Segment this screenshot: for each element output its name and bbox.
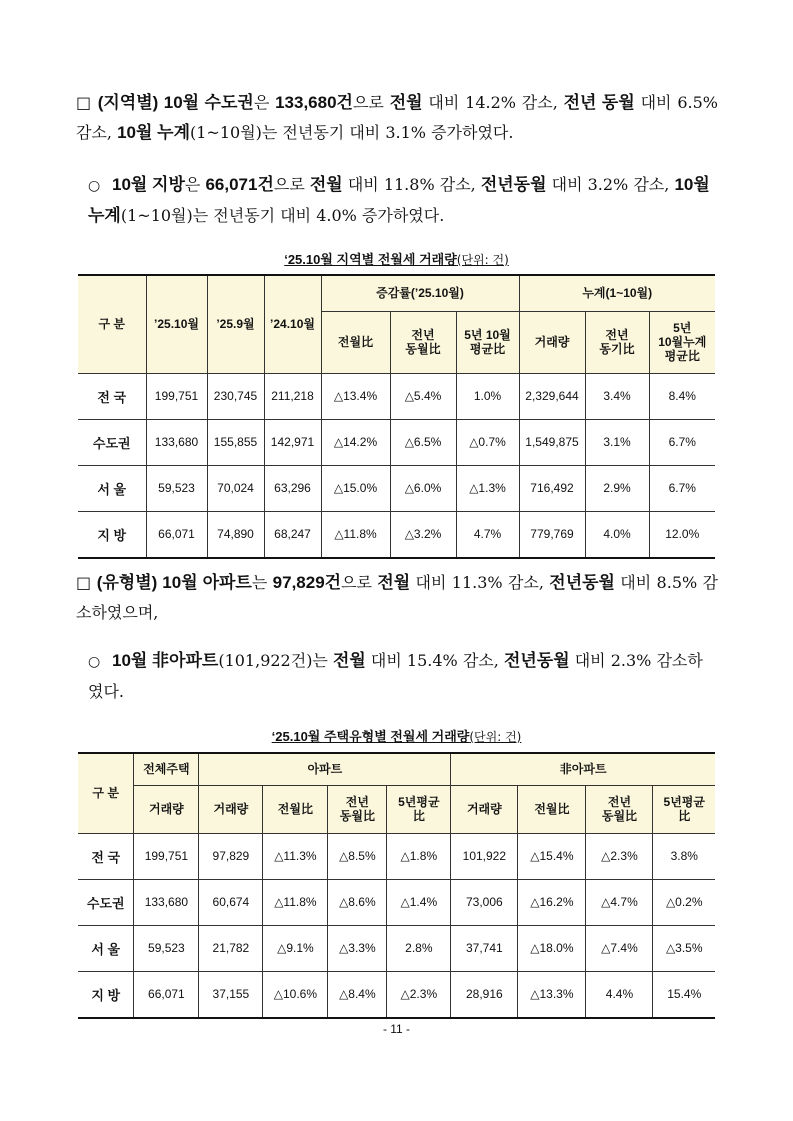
header-apartment: 아파트 (199, 753, 451, 785)
table-row: 서 울 59,523 21,782 △9.1% △3.3% 2.8% 37,741 △18.0% △7.4% △3.5% (78, 925, 715, 971)
page-number: - 11 - (382, 1022, 411, 1036)
checkbox-bullet: □ (76, 93, 92, 112)
header-2510: ’25.10월 (146, 275, 207, 373)
table-row: 전 국 199,751 230,745 211,218 △13.4% △5.4% 1.0% 2,329,644 3.4% 8.4% (78, 373, 715, 419)
header-5y-avg: 5년 10월 평균比 (456, 311, 519, 373)
header-2509: ’25.9월 (207, 275, 264, 373)
paragraph-by-type: □ (유형별) 10월 아파트는 97,829건으로 전월 대비 11.3% 감소, 전년동월 대비 8.5% 감소하였으며, (76, 573, 718, 622)
header-volume: 거래량 (134, 785, 199, 833)
table-row: 서 울 59,523 70,024 63,296 △15.0% △6.0% △1.3% 716,492 2.9% 6.7% (78, 465, 715, 511)
table-row: 전 국 199,751 97,829 △11.3% △8.5% △1.8% 101,922 △15.4% △2.3% 3.8% (78, 833, 715, 879)
checkbox-bullet: □ (76, 573, 92, 592)
table-row: 지 방 66,071 37,155 △10.6% △8.4% △2.3% 28,916 △13.3% 4.4% 15.4% (78, 971, 715, 1018)
header-non-apartment: 非아파트 (451, 753, 715, 785)
housing-type-transactions-table (78, 752, 715, 1019)
paragraph-regional: □ (지역별) 10월 수도권은 133,680건으로 전월 대비 14.2% 감소, 전년 동월 대비 6.5% 감소, 10월 누계(1~10월)는 전년동기 대비 3.1% 증가하였다. (76, 93, 718, 142)
circle-bullet: ○ (88, 654, 101, 670)
table1-caption: ‘25.10월 지역별 전월세 거래량(단위: 건) (284, 252, 509, 267)
table-row: 수도권 133,680 60,674 △11.8% △8.6% △1.4% 73,006 △16.2% △4.7% △0.2% (78, 879, 715, 925)
header-volume: 거래량 (199, 785, 263, 833)
circle-bullet: ○ (88, 178, 101, 194)
table2-caption: ‘25.10월 주택유형별 전월세 거래량(단위: 건) (271, 729, 522, 744)
header-yoy-cum: 전년 동기比 (585, 311, 649, 373)
header-2410: ’24.10월 (264, 275, 321, 373)
table-row: 지 방 66,071 74,890 68,247 △11.8% △3.2% 4.7% 779,769 4.0% 12.0% (78, 511, 715, 558)
subparagraph-provinces: ○ 10월 지방은 66,071건으로 전월 대비 11.8% 감소, 전년동월 대비 3.2% 감소, 10월 누계(1~10월)는 전년동기 대비 4.0% 증가하였다. (88, 170, 718, 231)
header-5y-cum: 5년 10월누계 평균比 (649, 311, 715, 373)
header-mom: 전월比 (321, 311, 390, 373)
header-yoy: 전년 동월比 (586, 785, 653, 833)
header-yoy: 전년 동월比 (328, 785, 387, 833)
header-change-rate: 증감률(’25.10월) (321, 275, 519, 311)
header-volume: 거래량 (519, 311, 585, 373)
header-gubun: 구 분 (78, 275, 146, 373)
header-cumulative: 누계(1~10월) (519, 275, 715, 311)
subparagraph-non-apartment: ○ 10월 非아파트(101,922건)는 전월 대비 15.4% 감소, 전년동월 대비 2.3% 감소하였다. (88, 646, 718, 707)
header-total-housing: 전체주택 (134, 753, 199, 785)
header-gubun: 구 분 (78, 753, 134, 833)
header-5y-avg: 5년평균 比 (387, 785, 451, 833)
table-row: 수도권 133,680 155,855 142,971 △14.2% △6.5% △0.7% 1,549,875 3.1% 6.7% (78, 419, 715, 465)
header-yoy: 전년 동월比 (390, 311, 456, 373)
header-mom: 전월比 (518, 785, 586, 833)
header-mom: 전월比 (263, 785, 328, 833)
header-volume: 거래량 (451, 785, 518, 833)
regional-transactions-table (78, 274, 715, 559)
header-5y-avg: 5년평균 比 (653, 785, 715, 833)
